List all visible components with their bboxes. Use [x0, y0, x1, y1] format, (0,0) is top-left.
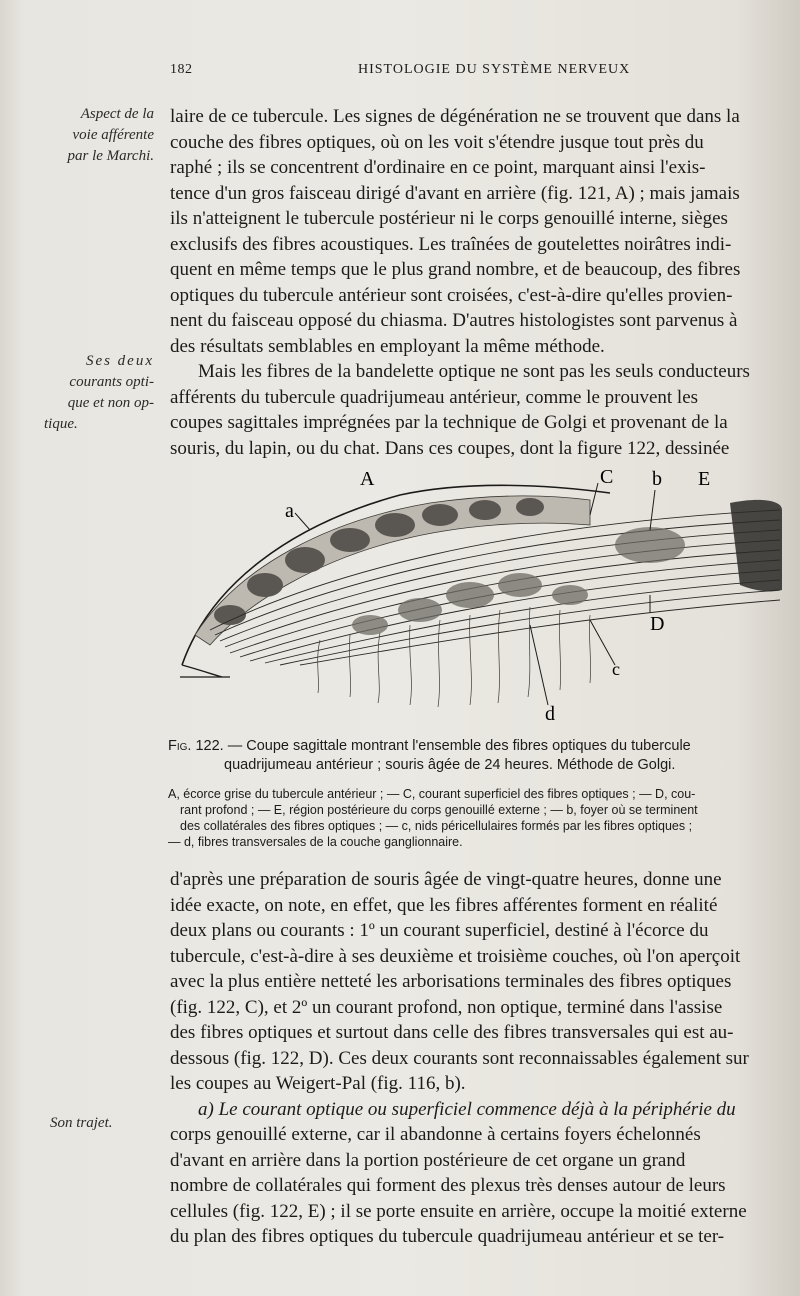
- page-number: 182: [170, 62, 193, 77]
- text-line: des résultats semblables en employant la même méthode.: [170, 335, 605, 357]
- text-line: les coupes au Weigert-Pal (fig. 116, b).: [170, 1073, 466, 1094]
- text-line: couche des fibres optiques, où on les voit s'étendre jusque tout près du: [170, 131, 704, 153]
- text-line: nent du faisceau opposé du chiasma. D'autres histologistes sont parvenus à: [170, 310, 738, 331]
- text-line: (fig. 122, C), et 2º un courant profond, non optique, terminé dans l'assise: [170, 996, 723, 1018]
- text-line: d'avant en arrière dans la portion postérieure de cet organe un grand: [170, 1149, 686, 1171]
- margin-note-line: voie afférente: [72, 127, 154, 143]
- margin-note-line: tique.: [44, 416, 78, 432]
- text-line: corps genouillé externe, car il abandonne à certains foyers échelonnés: [170, 1124, 701, 1145]
- text-line: cellules (fig. 122, E) ; il se porte ensuite en arrière, occupe la moitié externe: [170, 1200, 747, 1222]
- text-line: du plan des fibres optiques du tubercule quadrijumeau antérieur et se ter-: [170, 1226, 725, 1247]
- tubercle-lower-contour: [182, 665, 222, 677]
- text-line: Mais les fibres de la bandelette optique ne sont pas les seuls conducteurs: [198, 361, 750, 382]
- text-line: a) Le courant optique ou superficiel commence déjà à la périphérie du: [198, 1098, 736, 1120]
- margin-note-line: courants opti-: [69, 374, 154, 390]
- text-line: afférents du tubercule quadrijumeau antérieur, comme le prouvent les: [170, 386, 699, 408]
- figure-legend: [168, 786, 788, 850]
- figure-122-illustration: [170, 465, 785, 730]
- text-line: optiques du tubercule antérieur sont croisées, c'est-à-dire qu'elles provien-: [170, 284, 733, 306]
- legend-line: — d, fibres transversales de la couche ganglionnaire.: [168, 835, 463, 849]
- legend-line: des collatérales des fibres optiques ; — c, nids péricellulaires formés par les fibres optiques ;: [180, 819, 693, 833]
- bottom-paragraphs: [170, 867, 790, 1250]
- text-line: tubercule, c'est-à-dire à ses deuxième et troisième couches, où l'on aperçoit: [170, 945, 741, 967]
- margin-note-line: que et non op-: [67, 395, 154, 411]
- label-C: C: [600, 466, 614, 488]
- text-line: dessous (fig. 122, D). Ces deux courants sont reconnaissables également sur: [170, 1047, 749, 1069]
- figure-caption: [168, 737, 788, 775]
- margin-note-aspect: [44, 104, 154, 167]
- text-line: idée exacte, on note, en effet, que les fibres afférentes forment en réalité: [170, 894, 718, 916]
- region-E-mass: [730, 500, 782, 591]
- label-d: d: [545, 703, 555, 725]
- text-line: des fibres optiques et surtout dans celle des fibres transversales qui est au-: [170, 1022, 734, 1043]
- label-b: b: [652, 468, 662, 490]
- margin-note-line: par le Marchi.: [67, 148, 154, 164]
- legend-line: rant profond ; — E, région postérieure du corps genouillé externe ; — b, foyer où se terminent: [180, 803, 698, 817]
- figure-number: Fig. 122.: [168, 738, 224, 754]
- label-E: E: [698, 468, 711, 490]
- label-A: A: [360, 468, 375, 490]
- margin-note-line: Ses deux: [85, 353, 154, 369]
- caption-line-2: quadrijumeau antérieur ; souris âgée de 24 heures. Méthode de Golgi.: [224, 757, 676, 773]
- histology-drawing: [170, 465, 785, 730]
- caption-text: — Coupe sagittale montrant l'ensemble des fibres optiques du tubercule: [223, 738, 691, 754]
- optic-fibre-stream: [210, 510, 780, 665]
- label-D: D: [650, 613, 665, 635]
- foyer-b: [615, 527, 685, 563]
- margin-note-line: Son trajet.: [50, 1115, 113, 1131]
- legend-line: A, écorce grise du tubercule antérieur ; — C, courant superficiel des fibres optiques ; — D, cou-: [168, 787, 696, 801]
- text-line: ils n'atteignent le tubercule postérieur ni le corps genouillé interne, sièges: [170, 208, 728, 229]
- text-line: souris, du lapin, ou du chat. Dans ces coupes, dont la figure 122, dessinée: [170, 437, 730, 459]
- running-title: HISTOLOGIE DU SYSTÈME NERVEUX: [358, 62, 631, 77]
- margin-note-trajet: [44, 1113, 154, 1134]
- text-line: exclusifs des fibres acoustiques. Les traînées de goutelettes noirâtres indi-: [170, 233, 732, 255]
- text-line: laire de ce tubercule. Les signes de dégénération ne se trouvent que dans la: [170, 106, 740, 127]
- text-line: avec la plus entière netteté les arborisations terminales des fibres optiques: [170, 971, 732, 992]
- margin-note-line: Aspect de la: [80, 106, 154, 122]
- text-line: raphé ; ils se concentrent d'ordinaire en ce point, marquant ainsi l'exis-: [170, 157, 706, 178]
- text-line: nombre de collatérales qui forment des plexus très denses autour de leurs: [170, 1175, 726, 1196]
- text-line: tence d'un gros faisceau dirigé d'avant en arrière (fig. 121, A) ; mais jamais: [170, 182, 740, 204]
- text-line: d'après une préparation de souris âgée de vingt-quatre heures, donne une: [170, 869, 722, 890]
- text-line: coupes sagittales imprégnées par la technique de Golgi et provenant de la: [170, 412, 728, 433]
- top-paragraphs: [170, 104, 790, 461]
- text-line: deux plans ou courants : 1º un courant superficiel, destiné à l'écorce du: [170, 920, 709, 941]
- caption-line-1: [168, 737, 788, 756]
- label-a: a: [285, 500, 294, 522]
- text-line: quent en même temps que le plus grand nombre, et de beaucoup, des fibres: [170, 259, 741, 280]
- label-c: c: [612, 659, 620, 679]
- margin-note-courants: [44, 351, 154, 435]
- page-header: [170, 62, 780, 82]
